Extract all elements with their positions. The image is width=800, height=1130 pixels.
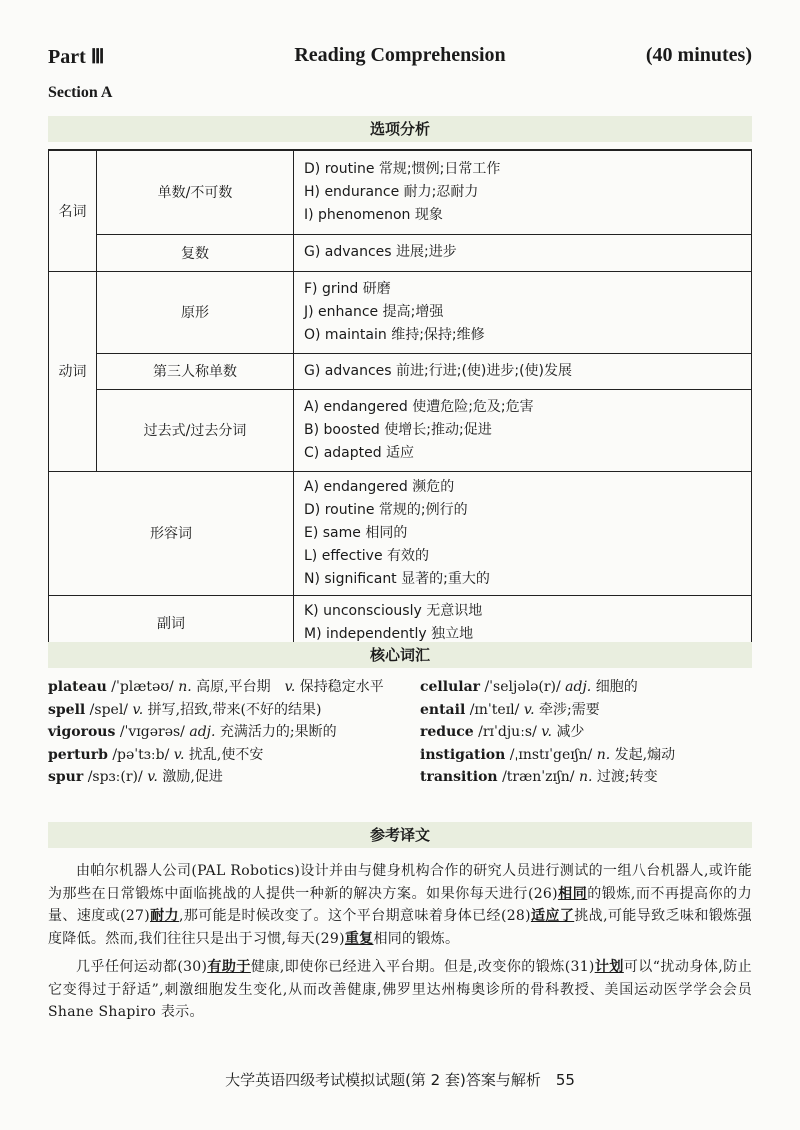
vocab-word: instigation: [420, 746, 506, 763]
vocab-entry: [420, 699, 752, 722]
option-item: C) adapted 适应: [304, 444, 415, 461]
vocab-list-right: [420, 676, 752, 789]
third-person-label: 第三人称单数: [97, 353, 294, 389]
option-item: F) grind 研磨: [304, 280, 391, 297]
page-footer: 大学英语四级考试模拟试题(第 2 套)答案与解析 55: [225, 1071, 575, 1089]
vocab-word: cellular: [420, 679, 481, 695]
vocab-list-left: [48, 676, 400, 789]
vocab-pos: v.: [541, 724, 552, 740]
page-header: [48, 42, 752, 72]
plural-options: [294, 234, 752, 271]
vocab-word: entail: [420, 701, 466, 718]
vocab-word: vigorous: [48, 724, 116, 740]
vocab-meaning: 激励,促进: [162, 769, 223, 785]
vocab-meaning: 保持稳定水平: [299, 679, 384, 695]
adverb-label: 副词: [49, 595, 294, 651]
vocab-pos: n.: [578, 769, 593, 785]
translation-title: 参考译文: [369, 826, 430, 844]
vocab-meaning: 细胞的: [595, 679, 638, 695]
vocab-meaning: 拼写,招致,带来(不好的结果): [147, 701, 322, 718]
vocab-entry: [420, 766, 752, 789]
option-item: K) unconsciously 无意识地: [304, 602, 483, 619]
base-form-label: 原形: [97, 271, 294, 353]
answer-30: 有助于: [207, 959, 251, 975]
section-label: Section A: [48, 84, 113, 101]
answer-31: 计划: [594, 959, 624, 975]
singular-options: [294, 150, 752, 234]
vocab-entry: [420, 676, 752, 699]
vocab-ipa: /ˈplætəʊ/: [111, 679, 174, 695]
answer-29: 重复: [344, 930, 374, 947]
vocab-entry: [48, 676, 400, 699]
option-item: J) enhance 提高;增强: [304, 303, 444, 320]
vocab-entry: [420, 721, 752, 744]
vocab-entry: [48, 766, 400, 789]
vocab-ipa: /spɜː(r)/: [87, 769, 143, 785]
option-item: G) advances 进展;进步: [304, 244, 457, 260]
vocab-entry: [48, 721, 400, 744]
option-item: A) endangered 使遭危险;危及;危害: [304, 398, 534, 415]
translation-text: ,那可能是时候改变了。这个平台期意味着身体已经(28): [178, 908, 531, 924]
table-row: [49, 271, 752, 353]
option-item: D) routine 常规;惯例;日常工作: [304, 160, 501, 177]
vocab-entry: [420, 744, 752, 767]
adjective-options: [294, 471, 752, 595]
vocab-ipa: /spel/: [89, 701, 129, 718]
answer-28: 适应了: [530, 908, 575, 924]
vocab-entry: [48, 744, 400, 767]
translation-paragraph: [48, 956, 752, 1024]
third-person-options: [294, 353, 752, 389]
base-form-options: [294, 271, 752, 353]
vocab-pos: v.: [173, 746, 185, 763]
vocab-meaning: 牵涉;需要: [538, 701, 600, 718]
past-form-label: 过去式/过去分词: [97, 389, 294, 471]
option-item: L) effective 有效的: [304, 547, 430, 564]
vocab-ipa: /ˌɪnstɪˈgeɪʃn/: [509, 746, 593, 763]
vocab-pos: v.: [147, 769, 158, 785]
vocab-word: spell: [48, 701, 86, 718]
vocab-pos: v.: [132, 701, 144, 718]
part-label: Part Ⅲ: [48, 46, 105, 68]
table-row: [49, 471, 752, 595]
option-analysis-title: 选项分析: [369, 120, 430, 138]
singular-label: 单数/不可数: [97, 150, 294, 234]
vocab-ipa: /ˈvɪgərəs/: [119, 724, 185, 740]
vocab-pos: adj.: [565, 679, 592, 695]
table-row: [49, 150, 752, 234]
vocab-pos: adj.: [189, 724, 216, 740]
vocab-word: spur: [48, 769, 84, 785]
vocab-meaning: 减少: [556, 724, 585, 740]
translation-text: 健康,即使你已经进入平台期。但是,改变你的锻炼(31): [250, 959, 595, 975]
option-item: N) significant 显著的;重大的: [304, 570, 490, 587]
table-row: [49, 234, 752, 271]
time-limit: (40 minutes): [645, 44, 752, 66]
answer-26: 相同: [557, 885, 588, 902]
vocab-word: reduce: [420, 724, 474, 740]
vocab-pos: n.: [596, 746, 611, 763]
translation-text: 挑战,可能导致乏味和锻炼强度降低。然而,我们往往只是出于习惯,每天(29): [48, 908, 752, 947]
part-title: Reading Comprehension: [294, 44, 506, 66]
vocab-word: transition: [420, 769, 498, 785]
plural-label: 复数: [97, 234, 294, 271]
vocab-ipa: /ɪnˈteɪl/: [469, 701, 520, 718]
vocab-meaning: 过渡;转变: [596, 769, 658, 785]
vocab-ipa: /ˈseljələ(r)/: [484, 679, 561, 695]
vocab-pos: n.: [178, 679, 192, 695]
vocab-pos: v.: [284, 679, 296, 695]
vocab-word: plateau: [48, 679, 107, 695]
table-row: [49, 389, 752, 471]
option-item: O) maintain 维持;保持;维修: [304, 326, 485, 343]
vocab-ipa: /trænˈzɪʃn/: [502, 769, 575, 785]
option-item: G) advances 前进;行进;(使)进步;(使)发展: [304, 362, 573, 379]
vocab-word: perturb: [48, 746, 108, 763]
translation-paragraph: [48, 860, 752, 950]
vocab-meaning: 高原,平台期: [196, 679, 271, 695]
past-form-options: [294, 389, 752, 471]
option-item: M) independently 独立地: [304, 625, 474, 642]
vocab-meaning: 扰乱,使不安: [188, 746, 264, 763]
option-item: I) phenomenon 现象: [304, 206, 443, 223]
adjective-label: 形容词: [49, 471, 294, 595]
translation-body: [48, 860, 752, 1024]
option-analysis-table: [48, 149, 752, 652]
translation-text: 由帕尔机器人公司(PAL Robotics)设计并由与健身机构合作的研究人员进行测试的一组八台机器人,或许能为那些在日常锻炼中面临挑战的人提供一种新的解决方案。如果你每天进行(26): [48, 863, 752, 902]
noun-label: 名词: [49, 150, 97, 271]
verb-label: 动词: [49, 271, 97, 471]
vocab-ipa: /pəˈtɜːb/: [112, 746, 170, 763]
answer-27: 耐力: [150, 908, 179, 924]
option-item: B) boosted 使增长;推动;促进: [304, 421, 492, 438]
core-vocab-title: 核心词汇: [369, 646, 430, 664]
option-item: A) endangered 濒危的: [304, 478, 455, 495]
option-item: E) same 相同的: [304, 524, 408, 541]
table-row: [49, 353, 752, 389]
translation-text: 相同的锻炼。: [373, 930, 460, 947]
vocab-pos: v.: [523, 701, 535, 718]
translation-text: 的锻炼,而不再提高你的力量、速度或(27): [48, 885, 752, 924]
vocab-meaning: 充满活力的;果断的: [219, 724, 337, 740]
vocab-meaning: 发起,煽动: [614, 746, 676, 763]
option-item: H) endurance 耐力;忍耐力: [304, 183, 479, 200]
vocab-ipa: /rɪˈdjuːs/: [478, 724, 537, 740]
option-item: D) routine 常规的;例行的: [304, 501, 468, 518]
translation-text: 几乎任何运动都(30): [76, 959, 208, 975]
vocab-entry: [48, 699, 400, 722]
translation-text: 可以“扰动身体,防止它变得过于舒适”,刺激细胞发生变化,从而改善健康,佛罗里达州梅奥诊所的骨科教授、美国运动医学学会会员 Shane Shapiro 表示。: [48, 959, 753, 1020]
